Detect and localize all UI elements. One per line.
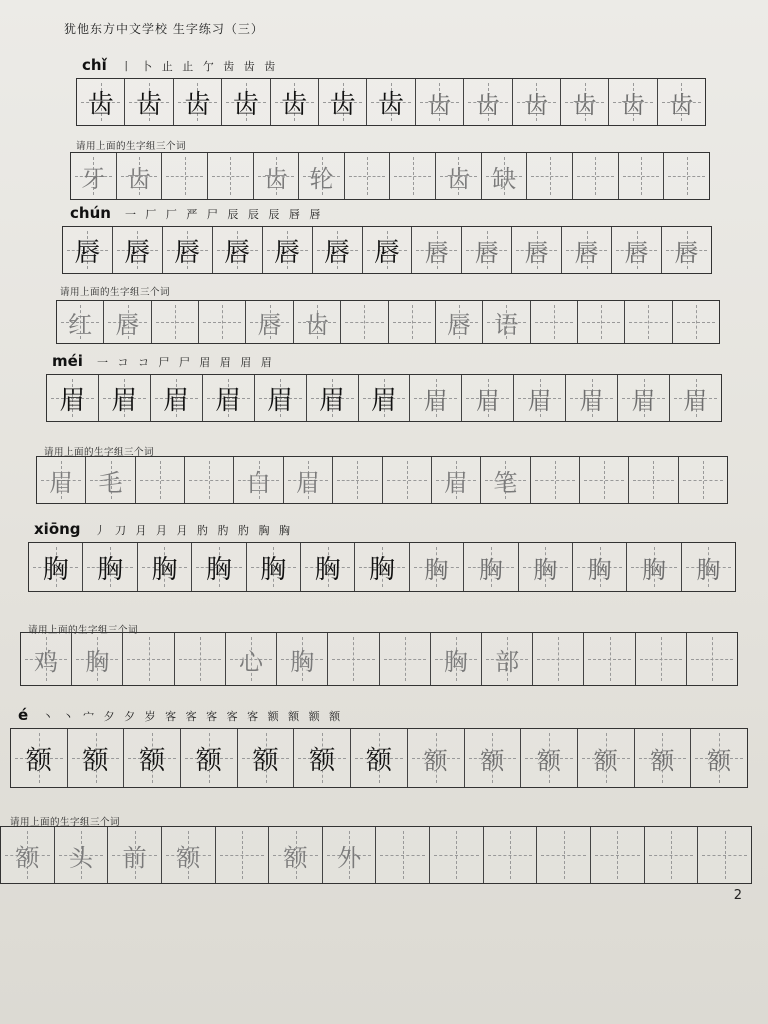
printed-character: 唇: [373, 237, 400, 268]
word-cell[interactable]: [383, 457, 432, 503]
handwritten-word-character: 部: [495, 647, 520, 676]
word-cell[interactable]: [619, 153, 665, 199]
practice-cell[interactable]: [658, 79, 705, 125]
handwritten-word-character: 眉: [49, 468, 74, 497]
printed-character: 胸: [151, 554, 178, 585]
handwritten-word-character: 齿: [263, 164, 288, 193]
word-cell[interactable]: [108, 827, 162, 883]
stroke-order: 一 コ コ 尸 尸 眉 眉 眉 眉: [96, 356, 275, 369]
word-cell[interactable]: [86, 457, 135, 503]
practice-cell[interactable]: [174, 79, 222, 125]
handwritten-character: 齿: [572, 90, 597, 119]
word-cell[interactable]: [175, 633, 226, 685]
printed-character: 额: [252, 745, 279, 776]
handwritten-character: 唇: [524, 238, 549, 267]
handwritten-character: 额: [423, 746, 448, 775]
word-cell[interactable]: [21, 633, 72, 685]
practice-cell[interactable]: [247, 543, 301, 591]
practice-cell[interactable]: [662, 227, 711, 273]
practice-cell[interactable]: [462, 375, 514, 421]
handwritten-word-character: 胸: [85, 647, 110, 676]
word-cell[interactable]: [123, 633, 174, 685]
practice-cell[interactable]: [691, 729, 747, 787]
word-cell[interactable]: [226, 633, 277, 685]
printed-character: 齿: [281, 89, 308, 120]
pinyin-label: chǐ: [82, 56, 107, 74]
word-cell[interactable]: [625, 301, 672, 343]
word-grid: [56, 300, 720, 344]
practice-cell[interactable]: [313, 227, 363, 273]
printed-character: 胸: [260, 554, 287, 585]
handwritten-character: 唇: [474, 238, 499, 267]
practice-grid: [62, 226, 712, 274]
practice-cell[interactable]: [519, 543, 573, 591]
word-cell[interactable]: [380, 633, 431, 685]
practice-cell[interactable]: [513, 79, 561, 125]
practice-cell[interactable]: [125, 79, 173, 125]
printed-character: 齿: [87, 89, 114, 120]
practice-cell[interactable]: [301, 543, 355, 591]
practice-cell[interactable]: [319, 79, 367, 125]
printed-character: 唇: [324, 237, 351, 268]
handwritten-character: 唇: [574, 238, 599, 267]
word-cell[interactable]: [698, 827, 751, 883]
word-grid: [70, 152, 710, 200]
practice-cell[interactable]: [363, 227, 413, 273]
stroke-order: 丿 刀 月 月 月 肑 肑 肑 胸 胸: [94, 524, 294, 537]
handwritten-word-character: 头: [68, 843, 93, 872]
word-cell[interactable]: [234, 457, 283, 503]
word-cell[interactable]: [152, 301, 199, 343]
handwritten-word-character: 红: [68, 310, 93, 339]
word-instruction: 请用上面的生字组三个词: [44, 447, 155, 458]
practice-cell[interactable]: [464, 79, 512, 125]
practice-cell[interactable]: [355, 543, 409, 591]
word-cell[interactable]: [328, 633, 379, 685]
handwritten-character: 胸: [533, 555, 558, 584]
practice-cell[interactable]: [213, 227, 263, 273]
word-cell[interactable]: [345, 153, 391, 199]
word-cell[interactable]: [537, 827, 591, 883]
handwritten-character: 眉: [423, 386, 448, 415]
pinyin-label: méi: [52, 352, 83, 370]
word-cell[interactable]: [57, 301, 104, 343]
word-cell[interactable]: [208, 153, 254, 199]
word-cell[interactable]: [436, 301, 483, 343]
practice-cell[interactable]: [68, 729, 125, 787]
word-cell[interactable]: [636, 633, 687, 685]
word-cell[interactable]: [185, 457, 234, 503]
word-cell[interactable]: [389, 301, 436, 343]
word-cell[interactable]: [299, 153, 345, 199]
handwritten-word-character: 外: [337, 843, 362, 872]
printed-character: 齿: [378, 89, 405, 120]
handwritten-word-character: 心: [238, 647, 263, 676]
practice-grid: [46, 374, 722, 422]
word-cell[interactable]: [277, 633, 328, 685]
word-cell[interactable]: [323, 827, 377, 883]
practice-grid: [76, 78, 706, 126]
word-cell[interactable]: [284, 457, 333, 503]
practice-cell[interactable]: [367, 79, 415, 125]
handwritten-word-character: 齿: [304, 310, 329, 339]
word-cell[interactable]: [37, 457, 86, 503]
handwritten-character: 额: [593, 746, 618, 775]
handwritten-word-character: 胸: [443, 647, 468, 676]
word-cell[interactable]: [117, 153, 163, 199]
handwritten-character: 齿: [427, 90, 452, 119]
handwritten-character: 胸: [424, 555, 449, 584]
handwritten-character: 额: [537, 746, 562, 775]
printed-character: 眉: [59, 385, 86, 416]
handwritten-character: 眉: [579, 386, 604, 415]
word-cell[interactable]: [432, 457, 481, 503]
practice-cell[interactable]: [521, 729, 578, 787]
practice-cell[interactable]: [670, 375, 721, 421]
pinyin-label: chún: [70, 204, 111, 222]
handwritten-word-character: 牙: [81, 164, 106, 193]
practice-cell[interactable]: [465, 729, 522, 787]
word-cell[interactable]: [269, 827, 323, 883]
handwritten-character: 额: [707, 746, 732, 775]
word-cell[interactable]: [578, 301, 625, 343]
pinyin-stroke-line: [82, 56, 278, 74]
word-grid: [36, 456, 728, 504]
printed-character: 眉: [370, 385, 397, 416]
handwritten-word-character: 额: [176, 843, 201, 872]
stroke-order: 丶 丶 宀 夕 夕 岁 客 客 客 客 客 额 额 额 额: [42, 710, 344, 723]
printed-character: 胸: [369, 554, 396, 585]
practice-cell[interactable]: [566, 375, 618, 421]
word-cell[interactable]: [162, 153, 208, 199]
handwritten-character: 眉: [475, 386, 500, 415]
handwritten-word-character: 笔: [493, 468, 518, 497]
practice-cell[interactable]: [271, 79, 319, 125]
word-cell[interactable]: [629, 457, 678, 503]
printed-character: 齿: [136, 89, 163, 120]
practice-cell[interactable]: [561, 79, 609, 125]
printed-character: 唇: [224, 237, 251, 268]
practice-cell[interactable]: [462, 227, 512, 273]
word-cell[interactable]: [71, 153, 117, 199]
practice-cell[interactable]: [83, 543, 137, 591]
printed-character: 胸: [314, 554, 341, 585]
handwritten-word-character: 轮: [309, 164, 334, 193]
handwritten-word-character: 毛: [98, 468, 123, 497]
word-cell[interactable]: [55, 827, 109, 883]
practice-cell[interactable]: [359, 375, 411, 421]
practice-cell[interactable]: [29, 543, 83, 591]
handwritten-character: 唇: [624, 238, 649, 267]
practice-cell[interactable]: [410, 375, 462, 421]
handwritten-character: 眉: [527, 386, 552, 415]
handwritten-character: 眉: [683, 386, 708, 415]
word-cell[interactable]: [104, 301, 151, 343]
handwritten-character: 唇: [424, 238, 449, 267]
printed-character: 齿: [329, 89, 356, 120]
handwritten-character: 齿: [524, 90, 549, 119]
handwritten-word-character: 额: [15, 843, 40, 872]
pinyin-stroke-line: [18, 706, 343, 724]
handwritten-character: 胸: [696, 555, 721, 584]
word-cell[interactable]: [481, 457, 530, 503]
page-number: 2: [733, 888, 742, 903]
printed-character: 胸: [205, 554, 232, 585]
worksheet-title: 犹他东方中文学校 生字练习（三）: [64, 22, 264, 36]
handwritten-word-character: 额: [283, 843, 308, 872]
printed-character: 唇: [74, 237, 101, 268]
printed-character: 唇: [274, 237, 301, 268]
practice-cell[interactable]: [77, 79, 125, 125]
practice-cell[interactable]: [609, 79, 657, 125]
practice-cell[interactable]: [47, 375, 99, 421]
handwritten-word-character: 唇: [447, 310, 472, 339]
handwritten-character: 额: [650, 746, 675, 775]
pinyin-label: é: [18, 706, 29, 724]
practice-cell[interactable]: [351, 729, 408, 787]
practice-cell[interactable]: [124, 729, 181, 787]
practice-cell[interactable]: [181, 729, 238, 787]
handwritten-character: 胸: [587, 555, 612, 584]
practice-cell[interactable]: [203, 375, 255, 421]
handwritten-word-character: 胸: [290, 647, 315, 676]
practice-cell[interactable]: [416, 79, 464, 125]
practice-cell[interactable]: [222, 79, 270, 125]
printed-character: 唇: [174, 237, 201, 268]
word-cell[interactable]: [531, 457, 580, 503]
handwritten-word-character: 鸡: [34, 647, 59, 676]
stroke-order: 丨 卜 止 止 亇 齿 齿 齿: [120, 60, 279, 73]
word-cell[interactable]: [679, 457, 727, 503]
word-cell[interactable]: [482, 633, 533, 685]
printed-character: 额: [365, 745, 392, 776]
word-instruction: 请用上面的生字组三个词: [60, 287, 171, 298]
handwritten-word-character: 缺: [492, 164, 517, 193]
word-cell[interactable]: [294, 301, 341, 343]
practice-cell[interactable]: [578, 729, 635, 787]
word-cell[interactable]: [591, 827, 645, 883]
word-cell[interactable]: [584, 633, 635, 685]
practice-cell[interactable]: [573, 543, 627, 591]
handwritten-character: 齿: [669, 90, 694, 119]
practice-cell[interactable]: [618, 375, 670, 421]
word-cell[interactable]: [687, 633, 737, 685]
practice-cell[interactable]: [635, 729, 692, 787]
pinyin-stroke-line: [34, 520, 293, 538]
handwritten-word-character: 白: [246, 468, 271, 497]
handwritten-character: 齿: [620, 90, 645, 119]
word-instruction: 请用上面的生字组三个词: [76, 141, 187, 152]
printed-character: 眉: [215, 385, 242, 416]
word-cell[interactable]: [527, 153, 573, 199]
practice-cell[interactable]: [163, 227, 213, 273]
pinyin-stroke-line: [52, 352, 275, 370]
printed-character: 额: [139, 745, 166, 776]
handwritten-word-character: 前: [122, 843, 147, 872]
word-cell[interactable]: [376, 827, 430, 883]
printed-character: 眉: [267, 385, 294, 416]
practice-grid: [28, 542, 736, 592]
handwritten-word-character: 语: [494, 310, 519, 339]
practice-cell[interactable]: [562, 227, 612, 273]
practice-cell[interactable]: [11, 729, 68, 787]
printed-character: 眉: [163, 385, 190, 416]
stroke-order: 一 厂 厂 严 尸 辰 辰 辰 唇 唇: [124, 208, 324, 221]
printed-character: 唇: [124, 237, 151, 268]
word-cell[interactable]: [580, 457, 629, 503]
practice-cell[interactable]: [408, 729, 465, 787]
handwritten-character: 额: [480, 746, 505, 775]
word-cell[interactable]: [533, 633, 584, 685]
word-instruction: 请用上面的生字组三个词: [28, 625, 139, 636]
word-cell[interactable]: [390, 153, 436, 199]
practice-cell[interactable]: [99, 375, 151, 421]
practice-cell[interactable]: [151, 375, 203, 421]
word-cell[interactable]: [664, 153, 709, 199]
handwritten-word-character: 唇: [115, 310, 140, 339]
handwritten-character: 眉: [631, 386, 656, 415]
word-cell[interactable]: [483, 301, 530, 343]
word-grid: [20, 632, 738, 686]
word-cell[interactable]: [482, 153, 528, 199]
practice-cell[interactable]: [255, 375, 307, 421]
practice-cell[interactable]: [410, 543, 464, 591]
word-cell[interactable]: [531, 301, 578, 343]
word-cell[interactable]: [254, 153, 300, 199]
word-cell[interactable]: [162, 827, 216, 883]
handwritten-character: 齿: [475, 90, 500, 119]
printed-character: 胸: [97, 554, 124, 585]
practice-cell[interactable]: [294, 729, 351, 787]
practice-cell[interactable]: [63, 227, 113, 273]
word-cell[interactable]: [645, 827, 699, 883]
practice-cell[interactable]: [612, 227, 662, 273]
handwritten-word-character: 齿: [126, 164, 151, 193]
practice-cell[interactable]: [464, 543, 518, 591]
handwritten-word-character: 眉: [295, 468, 320, 497]
word-instruction: 请用上面的生字组三个词: [10, 817, 121, 828]
handwritten-word-character: 齿: [446, 164, 471, 193]
handwritten-word-character: 眉: [444, 468, 469, 497]
practice-cell[interactable]: [514, 375, 566, 421]
practice-cell[interactable]: [138, 543, 192, 591]
word-cell[interactable]: [246, 301, 293, 343]
word-grid: [0, 826, 752, 884]
practice-cell[interactable]: [192, 543, 246, 591]
printed-character: 齿: [232, 89, 259, 120]
practice-cell[interactable]: [238, 729, 295, 787]
word-cell[interactable]: [1, 827, 55, 883]
practice-cell[interactable]: [512, 227, 562, 273]
word-cell[interactable]: [431, 633, 482, 685]
practice-cell[interactable]: [307, 375, 359, 421]
word-cell[interactable]: [341, 301, 388, 343]
practice-cell[interactable]: [113, 227, 163, 273]
printed-character: 齿: [184, 89, 211, 120]
handwritten-character: 唇: [674, 238, 699, 267]
printed-character: 眉: [111, 385, 138, 416]
printed-character: 胸: [42, 554, 69, 585]
handwritten-character: 胸: [641, 555, 666, 584]
word-cell[interactable]: [72, 633, 123, 685]
handwritten-character: 胸: [478, 555, 503, 584]
handwritten-word-character: 唇: [257, 310, 282, 339]
word-cell[interactable]: [484, 827, 538, 883]
word-cell[interactable]: [136, 457, 185, 503]
word-cell[interactable]: [333, 457, 382, 503]
word-cell[interactable]: [199, 301, 246, 343]
printed-character: 眉: [319, 385, 346, 416]
printed-character: 额: [309, 745, 336, 776]
printed-character: 额: [195, 745, 222, 776]
word-cell[interactable]: [436, 153, 482, 199]
pinyin-label: xiōng: [34, 520, 81, 538]
pinyin-stroke-line: [70, 204, 323, 222]
word-cell[interactable]: [430, 827, 484, 883]
printed-character: 额: [25, 745, 52, 776]
printed-character: 额: [82, 745, 109, 776]
practice-cell[interactable]: [627, 543, 681, 591]
practice-cell[interactable]: [412, 227, 462, 273]
word-cell[interactable]: [216, 827, 270, 883]
practice-cell[interactable]: [263, 227, 313, 273]
practice-cell[interactable]: [682, 543, 735, 591]
word-cell[interactable]: [573, 153, 619, 199]
word-cell[interactable]: [673, 301, 719, 343]
practice-grid: [10, 728, 748, 788]
